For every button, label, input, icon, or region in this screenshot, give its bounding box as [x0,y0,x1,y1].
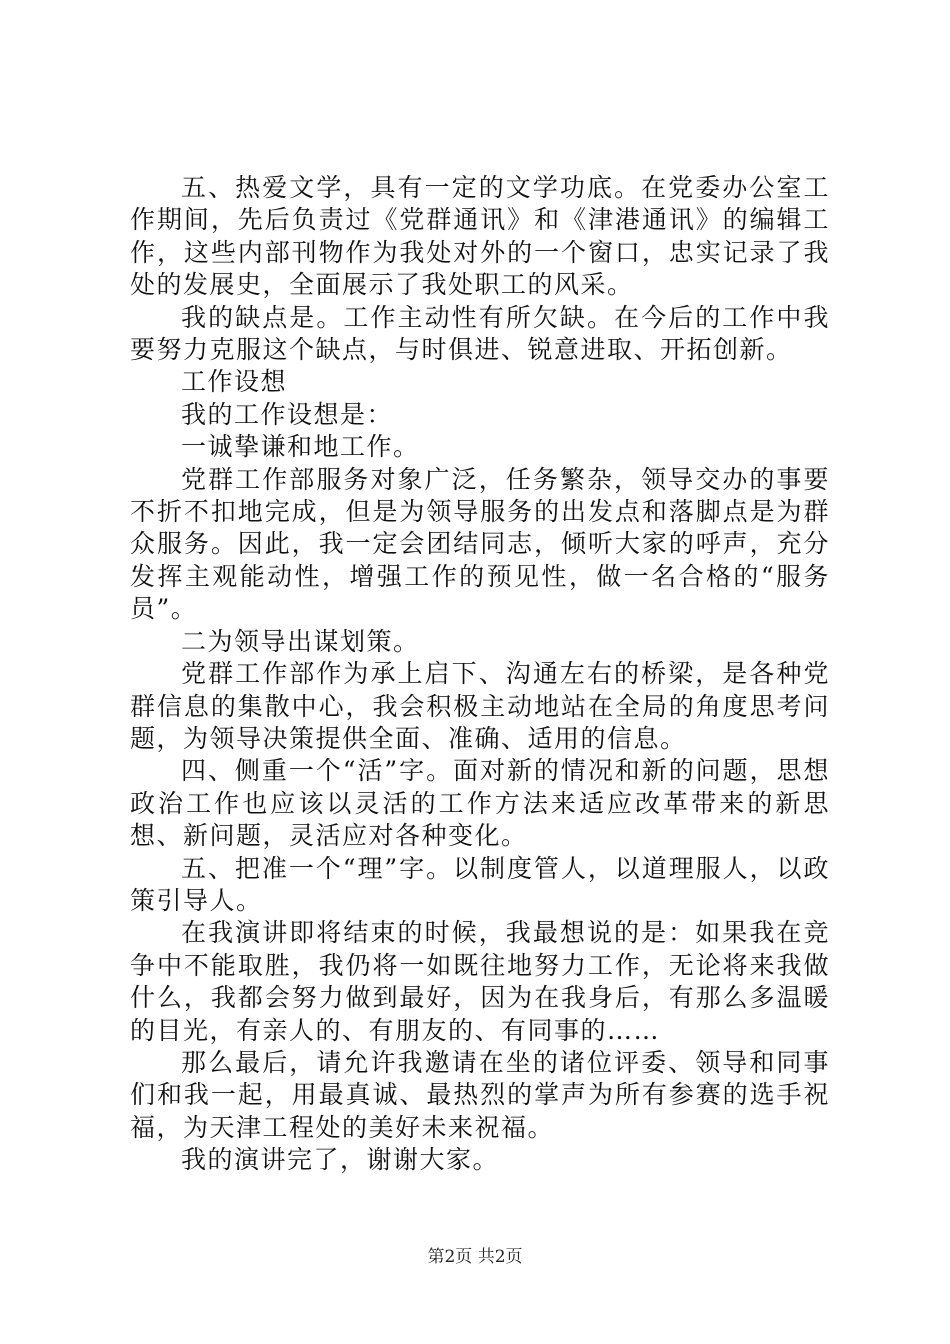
paragraph: 五、热爱文学，具有一定的文学功底。在党委办公室工作期间，先后负责过《党群通讯》和《津港通讯》的编辑工作，这些内部刊物作为我处对外的一个窗口，忠实记录了我处的发展史，全面展示了我处职工的风采。 [130,173,830,300]
paragraph: 在我演讲即将结束的时候，我最想说的是：如果我在竞争中不能取胜，我仍将一如既往地努力工作，无论将来我做什么，我都会努力做到最好，因为在我身后，有那么多温暖的目光，有亲人的、有朋友的、有同事的…… [130,918,830,1045]
section-heading: 工作设想 [181,367,288,397]
paragraph: 党群工作部服务对象广泛，任务繁杂，领导交办的事要不折不扣地完成，但是为领导服务的出发点和落脚点是为群众服务。因此，我一定会团结同志，倾听大家的呼声，充分发挥主观能动性，增强工作的预见性，做一名合格的“服务员”。 [130,464,830,624]
paragraph: 四、侧重一个“活”字。面对新的情况和新的问题，思想政治工作也应该以灵活的工作方法来适应改革带来的新思想、新问题，灵活应对各种变化。 [130,756,830,851]
document-body [130,172,830,1177]
paragraph: 五、把准一个“理”字。以制度管人，以道理服人，以政策引导人。 [130,853,830,915]
paragraph: 一诚挚谦和地工作。 [181,432,420,462]
page-footer: 第2页 共2页 [427,1247,523,1267]
paragraph: 我的缺点是。工作主动性有所欠缺。在今后的工作中我要努力克服这个缺点，与时俱进、锐意进取、开拓创新。 [130,302,830,365]
paragraph: 那么最后，请允许我邀请在坐的诸位评委、领导和同事们和我一起，用最真诚、最热烈的掌声为所有参赛的选手祝福，为天津工程处的美好未来祝福。 [130,1047,830,1142]
paragraph: 我的演讲完了，谢谢大家。 [181,1145,500,1175]
paragraph: 我的工作设想是： [181,399,394,429]
paragraph: 党群工作部作为承上启下、沟通左右的桥梁，是各种党群信息的集散中心，我会积极主动地站在全局的角度思考问题，为领导决策提供全面、准确、适用的信息。 [130,659,830,753]
paragraph: 二为领导出谋划策。 [181,626,420,656]
